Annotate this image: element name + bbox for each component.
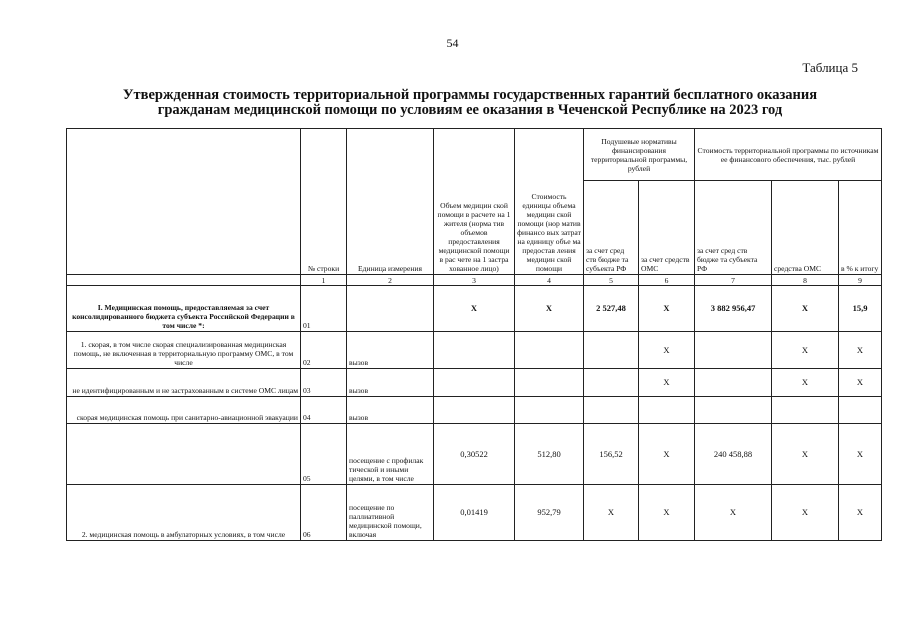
- row-volume: [434, 332, 515, 369]
- row-name: I. Медицинская помощь, предоставляемая за счет консолидированного бюджета субъекта Российской Федерации в том числе *:: [67, 286, 301, 332]
- row-name: 2. медицинская помощь в амбулаторных условиях, в том числе: [67, 485, 301, 541]
- table-row: [67, 286, 882, 332]
- table-row: [67, 369, 882, 397]
- row-name: 1. скорая, в том числе скорая специализированная медицинская помощь, не включенная в территориальную программу ОМС, в том числе: [67, 332, 301, 369]
- row-percent: X: [839, 424, 882, 485]
- table-row: [67, 397, 882, 424]
- header-budget-rub: за счет сред ств бюдже та субъекта РФ: [584, 181, 639, 275]
- row-percent: [839, 397, 882, 424]
- row-oms-thous: X: [772, 286, 839, 332]
- row-unit-cost: 512,80: [515, 424, 584, 485]
- column-index: 4: [515, 275, 584, 286]
- row-oms-rub: X: [639, 369, 695, 397]
- column-index: 2: [347, 275, 434, 286]
- table-label: Таблица 5: [802, 60, 858, 75]
- cost-table: [66, 128, 882, 541]
- column-index: 3: [434, 275, 515, 286]
- column-index: 7: [695, 275, 772, 286]
- row-percent: X: [839, 332, 882, 369]
- row-unit: вызов: [347, 397, 434, 424]
- row-budget-rub: [584, 397, 639, 424]
- header-unit: Единица измерения: [347, 129, 434, 275]
- row-oms-rub: X: [639, 424, 695, 485]
- row-oms-rub: X: [639, 485, 695, 541]
- row-budget-thous: [695, 397, 772, 424]
- row-name: не идентифицированным и не застрахованным в системе ОМС лицам: [67, 369, 301, 397]
- row-oms-thous: X: [772, 424, 839, 485]
- row-unit-cost: [515, 397, 584, 424]
- row-number: 06: [301, 485, 347, 541]
- row-name: [67, 424, 301, 485]
- column-index-row: [67, 275, 882, 286]
- row-percent: 15,9: [839, 286, 882, 332]
- row-name: скорая медицинская помощь при санитарно-авиационной эвакуации: [67, 397, 301, 424]
- header-name-cell: [67, 129, 301, 275]
- row-volume: 0,01419: [434, 485, 515, 541]
- row-volume: 0,30522: [434, 424, 515, 485]
- table-row: [67, 485, 882, 541]
- row-unit: посещение с профилак тической и иными целями, в том числе: [347, 424, 434, 485]
- row-percent: X: [839, 369, 882, 397]
- header-per-capita-group: Подушевые нормативы финансирования территориальной программы, рублей: [584, 129, 695, 181]
- header-oms-rub: за счет средств ОМС: [639, 181, 695, 275]
- row-unit-cost: [515, 332, 584, 369]
- row-oms-thous: X: [772, 332, 839, 369]
- row-unit-cost: 952,79: [515, 485, 584, 541]
- column-index: 5: [584, 275, 639, 286]
- header-row-no: № строки: [301, 129, 347, 275]
- row-number: 05: [301, 424, 347, 485]
- row-budget-rub: 2 527,48: [584, 286, 639, 332]
- row-oms-thous: X: [772, 485, 839, 541]
- row-oms-rub: X: [639, 286, 695, 332]
- row-budget-rub: 156,52: [584, 424, 639, 485]
- row-oms-thous: X: [772, 369, 839, 397]
- row-budget-rub: [584, 332, 639, 369]
- row-budget-rub: X: [584, 485, 639, 541]
- table-row: [67, 424, 882, 485]
- row-number: 01: [301, 286, 347, 332]
- row-unit: вызов: [347, 332, 434, 369]
- row-oms-rub: X: [639, 332, 695, 369]
- row-volume: [434, 397, 515, 424]
- row-number: 03: [301, 369, 347, 397]
- row-budget-thous: [695, 369, 772, 397]
- row-volume: X: [434, 286, 515, 332]
- row-budget-thous: 3 882 956,47: [695, 286, 772, 332]
- row-unit: вызов: [347, 369, 434, 397]
- row-percent: X: [839, 485, 882, 541]
- row-budget-rub: [584, 369, 639, 397]
- page-number: 54: [446, 36, 459, 50]
- column-index: 9: [839, 275, 882, 286]
- document-title: [80, 88, 860, 118]
- row-number: 04: [301, 397, 347, 424]
- row-volume: [434, 369, 515, 397]
- row-oms-thous: [772, 397, 839, 424]
- row-budget-thous: 240 458,88: [695, 424, 772, 485]
- header-volume: Объем медицин ской помощи в расчете на 1 жителя (норма тив объемов предоставления медицинской помощи в рас чете на 1 застра хованное лицо): [434, 129, 515, 275]
- row-number: 02: [301, 332, 347, 369]
- index-blank: [67, 275, 301, 286]
- column-index: 1: [301, 275, 347, 286]
- header-unit-cost: Стоимость единицы объема медицин ской помощи (нор матив финансо вых затрат на единицу объе ма предостав ления медицин ской помощи: [515, 129, 584, 275]
- row-unit-cost: X: [515, 286, 584, 332]
- title-line-2: гражданам медицинской помощи по условиям ее оказания в Чеченской Республике на 2023 год: [157, 102, 783, 118]
- title-line-1: Утвержденная стоимость территориальной программы государственных гарантий бесплатного оказания: [122, 87, 818, 103]
- row-budget-thous: [695, 332, 772, 369]
- table-row: [67, 332, 882, 369]
- header-percent: в % к итогу: [839, 181, 882, 275]
- header-budget-thous: за счет сред ств бюдже та субъекта РФ: [695, 181, 772, 275]
- header-oms-thous: средства ОМС: [772, 181, 839, 275]
- header-cost-group: Стоимость территориальной программы по источникам ее финансового обеспечения, тыс. рублей: [695, 129, 882, 181]
- row-budget-thous: X: [695, 485, 772, 541]
- row-oms-rub: [639, 397, 695, 424]
- row-unit: посещение по паллиативной медицинской помощи, включая: [347, 485, 434, 541]
- column-index: 6: [639, 275, 695, 286]
- row-unit-cost: [515, 369, 584, 397]
- column-index: 8: [772, 275, 839, 286]
- row-unit: [347, 286, 434, 332]
